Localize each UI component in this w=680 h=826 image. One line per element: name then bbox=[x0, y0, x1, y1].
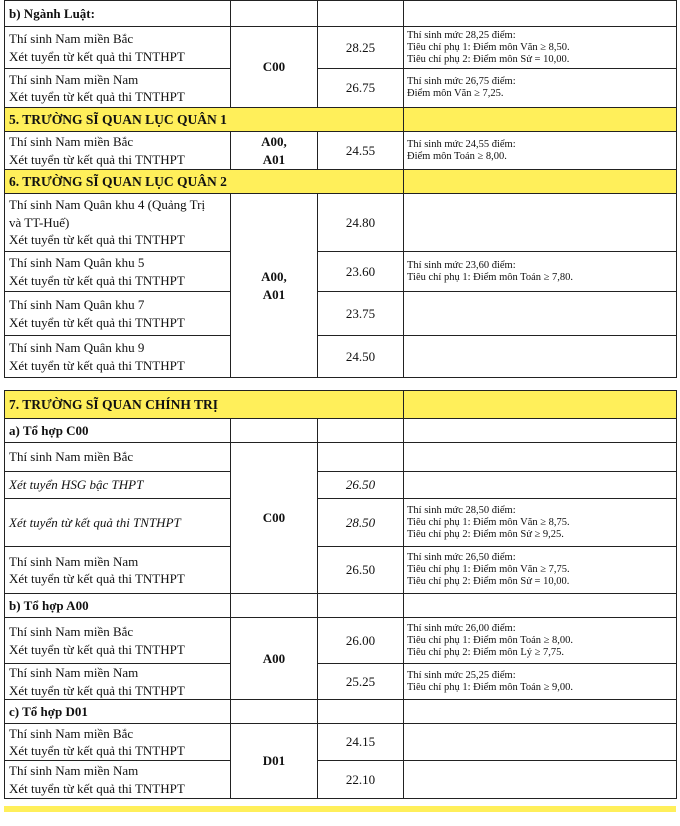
table-row bbox=[5, 724, 677, 761]
score-cell: 26.50 bbox=[318, 472, 404, 499]
section-row bbox=[5, 700, 677, 724]
text-line: Thí sinh Nam miền Nam bbox=[9, 553, 139, 569]
text-line: Xét tuyển từ kết quả thi TNTHPT bbox=[9, 682, 185, 698]
section-heading: a) Tổ hợp C00 bbox=[5, 419, 231, 443]
subject-code bbox=[231, 132, 318, 170]
school-header-row bbox=[5, 108, 677, 132]
text-line: Điểm môn Toán ≥ 8,00. bbox=[407, 150, 507, 162]
table-row bbox=[5, 499, 677, 547]
section-row bbox=[5, 594, 677, 618]
text-line: Thí sinh Nam miền Nam bbox=[9, 763, 139, 778]
text-line: Tiêu chí phụ 1: Điểm môn Văn ≥ 7,75. bbox=[407, 564, 570, 575]
note-cell bbox=[404, 618, 677, 664]
note-cell bbox=[404, 69, 677, 108]
table-row bbox=[5, 194, 677, 252]
text-line: A01 bbox=[262, 151, 286, 167]
text-line: Thí sinh mức 23,60 điểm: bbox=[407, 259, 516, 271]
text-line: Thí sinh Nam miền Nam bbox=[9, 71, 139, 87]
text-line: Thí sinh mức 24,55 điểm: bbox=[407, 138, 516, 150]
text-line: Tiêu chí phụ 1: Điểm môn Toán ≥ 8,00. bbox=[407, 634, 574, 646]
text-line: Xét tuyển từ kết quả thi TNTHPT bbox=[9, 743, 185, 758]
text-line: Tiêu chí phụ 1: Điểm môn Toán ≥ 7,80. bbox=[407, 271, 574, 283]
admission-table-part1 bbox=[4, 0, 677, 378]
table-row bbox=[5, 664, 677, 700]
candidate-cell: Xét tuyển HSG bậc THPT bbox=[5, 472, 231, 499]
school-heading: 6. TRƯỜNG SĨ QUAN LỤC QUÂN 2 bbox=[5, 170, 404, 194]
section-heading: c) Tổ hợp D01 bbox=[5, 700, 231, 724]
text-line: Xét tuyển từ kết quả thi TNTHPT bbox=[9, 48, 185, 64]
text-line: Thí sinh Nam miền Bắc bbox=[9, 31, 134, 46]
candidate-cell bbox=[5, 724, 231, 761]
score-cell: 24.55 bbox=[318, 132, 404, 170]
subject-code: C00 bbox=[231, 27, 318, 108]
text-line: Xét tuyển từ kết quả thi TNTHPT bbox=[9, 571, 185, 586]
table-row bbox=[5, 547, 677, 594]
text-line: Tiêu chí phụ 1: Điểm môn Văn ≥ 8,75. bbox=[407, 516, 570, 528]
text-line: Thí sinh Nam miền Bắc bbox=[9, 725, 134, 741]
subject-code: A00 bbox=[231, 618, 318, 700]
candidate-cell bbox=[5, 252, 231, 292]
text-line: A00, bbox=[261, 269, 287, 284]
candidate-cell: Thí sinh Nam miền Bắc bbox=[5, 443, 231, 472]
table-row bbox=[5, 27, 677, 69]
score-cell: 23.60 bbox=[318, 252, 404, 292]
candidate-cell bbox=[5, 336, 231, 378]
candidate-cell: Xét tuyển từ kết quả thi TNTHPT bbox=[5, 499, 231, 547]
subject-code: D01 bbox=[231, 724, 318, 799]
note-cell bbox=[404, 547, 677, 594]
text-line: Điểm môn Văn ≥ 7,25. bbox=[407, 88, 504, 99]
score-cell: 26.00 bbox=[318, 618, 404, 664]
section-row bbox=[5, 419, 677, 443]
score-cell: 24.50 bbox=[318, 336, 404, 378]
table-row bbox=[5, 336, 677, 378]
table-row bbox=[5, 618, 677, 664]
text-line: A01 bbox=[262, 286, 286, 302]
candidate-cell bbox=[5, 27, 231, 69]
text-line: Xét tuyển từ kết quả thi TNTHPT bbox=[9, 272, 185, 288]
text-line: Xét tuyển từ kết quả thi TNTHPT bbox=[9, 357, 185, 373]
candidate-cell bbox=[5, 618, 231, 664]
text-line: Tiêu chí phụ 2: Điểm môn Sử ≥ 9,25. bbox=[407, 528, 564, 540]
table-row bbox=[5, 132, 677, 170]
text-line: Xét tuyển từ kết quả thi TNTHPT bbox=[9, 780, 185, 796]
text-line: Tiêu chí phụ 1: Điểm môn Toán ≥ 9,00. bbox=[407, 681, 574, 693]
table-row bbox=[5, 443, 677, 472]
text-line: Thí sinh Nam Quân khu 9 bbox=[9, 340, 145, 355]
score-cell: 26.50 bbox=[318, 547, 404, 594]
candidate-cell bbox=[5, 547, 231, 594]
text-line: Thí sinh mức 28,50 điểm: bbox=[407, 504, 516, 516]
text-line: Tiêu chí phụ 2: Điểm môn Sử = 10,00. bbox=[407, 576, 570, 587]
text-line: Thí sinh mức 26,50 điểm: bbox=[407, 552, 516, 563]
candidate-cell bbox=[5, 761, 231, 799]
score-cell: 28.25 bbox=[318, 27, 404, 69]
candidate-cell bbox=[5, 132, 231, 170]
score-cell: 22.10 bbox=[318, 761, 404, 799]
note-cell bbox=[404, 27, 677, 69]
page-gap bbox=[0, 382, 680, 390]
note-cell bbox=[404, 132, 677, 170]
school-heading: 5. TRƯỜNG SĨ QUAN LỤC QUÂN 1 bbox=[5, 108, 404, 132]
text-line: Thí sinh mức 26,00 điểm: bbox=[407, 622, 516, 634]
highlight-bar bbox=[4, 806, 676, 812]
text-line: Thí sinh mức 28,25 điểm: bbox=[407, 29, 516, 41]
score-cell: 28.50 bbox=[318, 499, 404, 547]
table-row bbox=[5, 761, 677, 799]
text-line: Xét tuyển từ kết quả thi TNTHPT bbox=[9, 89, 185, 104]
score-cell: 23.75 bbox=[318, 292, 404, 336]
text-line: Xét tuyển từ kết quả thi TNTHPT bbox=[9, 641, 185, 657]
note-cell bbox=[404, 499, 677, 547]
text-line: Thí sinh Nam miền Nam bbox=[9, 665, 139, 680]
candidate-cell bbox=[5, 69, 231, 108]
score-cell: 24.15 bbox=[318, 724, 404, 761]
score-cell: 24.80 bbox=[318, 194, 404, 252]
admission-table-part2 bbox=[4, 390, 677, 799]
text-line: Thí sinh Nam miền Bắc bbox=[9, 134, 134, 149]
text-line: Thí sinh Nam Quân khu 7 bbox=[9, 297, 145, 312]
section-row bbox=[5, 1, 677, 27]
note-cell bbox=[404, 252, 677, 292]
school-header-row bbox=[5, 170, 677, 194]
text-line: Tiêu chí phụ 1: Điểm môn Văn ≥ 8,50. bbox=[407, 41, 570, 53]
text-line: Thí sinh mức 25,25 điểm: bbox=[407, 669, 516, 681]
text-line: A00, bbox=[261, 134, 287, 149]
subject-code: C00 bbox=[231, 443, 318, 594]
table-row bbox=[5, 69, 677, 108]
text-line: Tiêu chí phụ 2: Điểm môn Lý ≥ 7,75. bbox=[407, 646, 565, 658]
candidate-cell bbox=[5, 194, 231, 252]
text-line: Tiêu chí phụ 2: Điểm môn Sử = 10,00. bbox=[407, 53, 570, 65]
section-heading: b) Tổ hợp A00 bbox=[5, 594, 231, 618]
text-line: Xét tuyển từ kết quả thi TNTHPT bbox=[9, 151, 185, 167]
text-line: Thí sinh Nam miền Bắc bbox=[9, 624, 134, 639]
score-cell: 25.25 bbox=[318, 664, 404, 700]
text-line: Thí sinh Nam Quân khu 4 (Quảng Trị bbox=[9, 197, 206, 213]
text-line: Xét tuyển từ kết quả thi TNTHPT bbox=[9, 232, 185, 248]
subject-code bbox=[231, 194, 318, 378]
candidate-cell bbox=[5, 664, 231, 700]
text-line: và TT-Huế) bbox=[9, 214, 70, 230]
table-row bbox=[5, 292, 677, 336]
candidate-cell bbox=[5, 292, 231, 336]
note-cell bbox=[404, 664, 677, 700]
table-row bbox=[5, 472, 677, 499]
text-line: Thí sinh mức 26,75 điểm: bbox=[407, 76, 516, 87]
table-row bbox=[5, 252, 677, 292]
school-heading: 7. TRƯỜNG SĨ QUAN CHÍNH TRỊ bbox=[5, 391, 404, 419]
section-heading: b) Ngành Luật: bbox=[5, 1, 231, 27]
text-line: Thí sinh Nam Quân khu 5 bbox=[9, 255, 145, 270]
school-header-row bbox=[5, 391, 677, 419]
score-cell: 26.75 bbox=[318, 69, 404, 108]
text-line: Xét tuyển từ kết quả thi TNTHPT bbox=[9, 314, 185, 330]
